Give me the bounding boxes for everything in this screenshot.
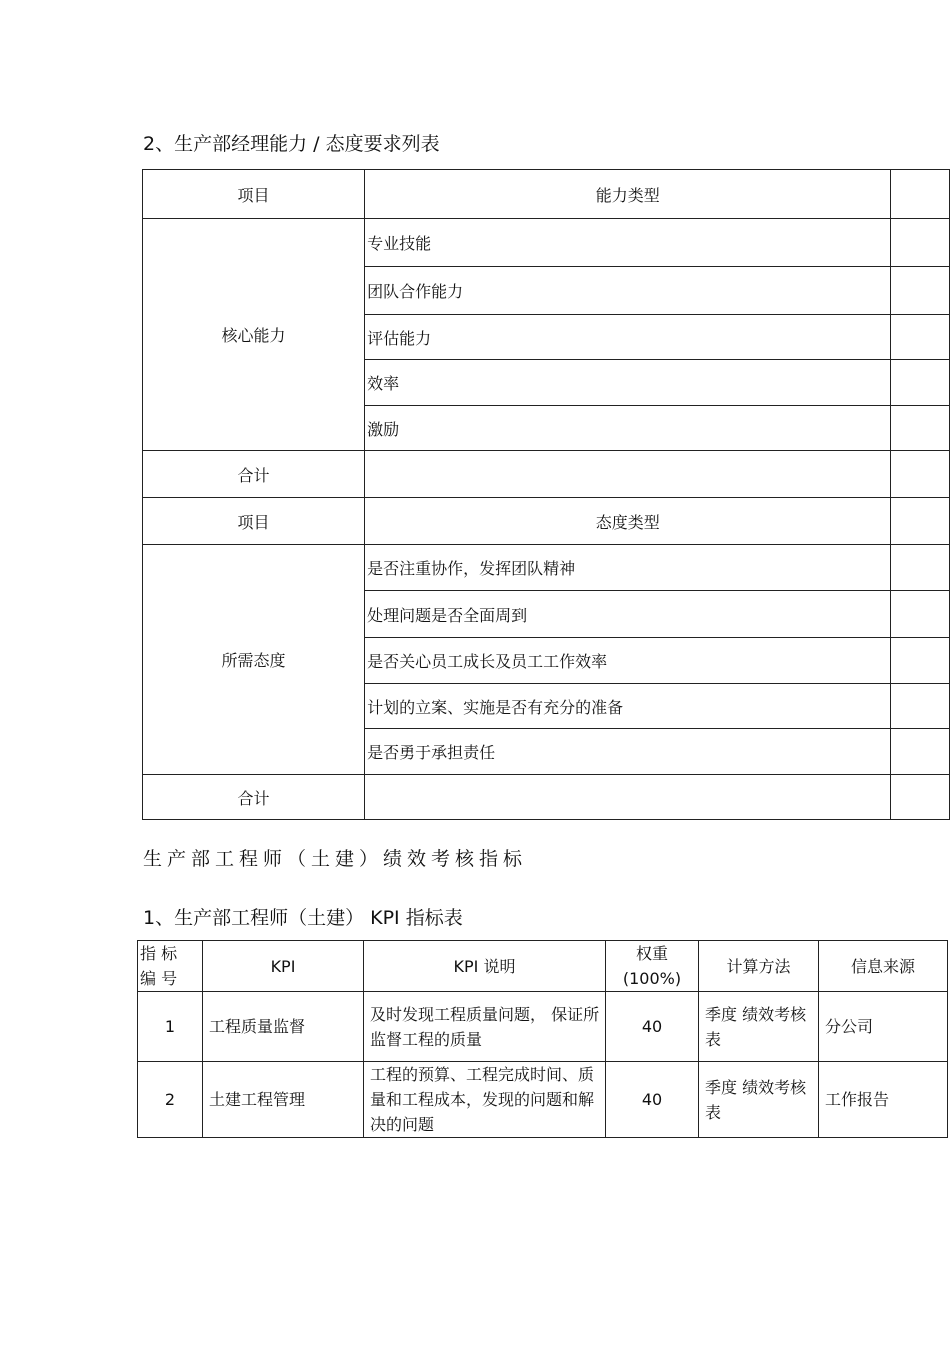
kpi-info-source: 分公司	[819, 992, 948, 1062]
table-cell	[891, 267, 950, 315]
table-cell	[891, 360, 950, 406]
table-cell	[891, 545, 950, 591]
table-cell	[891, 406, 950, 451]
total-label: 合计	[143, 451, 365, 498]
header-index-line2: 编 号	[140, 969, 178, 988]
kpi-desc: 及时发现工程质量问题， 保证所监督工程的质量	[364, 992, 606, 1062]
ability-attitude-table	[142, 169, 950, 820]
table-cell	[891, 451, 950, 498]
table-cell	[891, 775, 950, 820]
core-ability-label: 核心能力	[143, 219, 365, 451]
ability-item: 专业技能	[365, 219, 891, 267]
kpi-weight: 40	[606, 1062, 699, 1138]
table-cell	[365, 451, 891, 498]
header-info-source: 信息来源	[819, 941, 948, 992]
header-index	[138, 941, 203, 992]
section-title-engineer: 生产部工程师（土建）绩效考核指标	[143, 848, 528, 870]
ability-item: 激励	[365, 406, 891, 451]
header-index-line1: 指 标	[140, 944, 178, 963]
kpi-no: 1	[138, 992, 203, 1062]
header-item: 项目	[143, 170, 365, 219]
header-weight-line2: (100%)	[622, 969, 682, 988]
total-label: 合计	[143, 775, 365, 820]
header-attitude-type: 态度类型	[365, 498, 891, 545]
kpi-no: 2	[138, 1062, 203, 1138]
table-cell	[891, 729, 950, 775]
table-row	[138, 1062, 948, 1138]
attitude-item: 是否关心员工成长及员工工作效率	[365, 638, 891, 684]
table-cell	[891, 219, 950, 267]
section-title-kpi: 1、生产部工程师（土建） KPI 指标表	[143, 907, 463, 929]
attitude-item: 是否注重协作，发挥团队精神	[365, 545, 891, 591]
table-cell	[891, 315, 950, 360]
header-kpi: KPI	[203, 941, 364, 992]
header-weight-line1: 权重	[635, 944, 668, 963]
table-row	[138, 992, 948, 1062]
attitude-item: 处理问题是否全面周到	[365, 591, 891, 638]
kpi-calc-method: 季度 绩效考核表	[699, 1062, 819, 1138]
header-calc-method: 计算方法	[699, 941, 819, 992]
header-kpi-desc: KPI 说明	[364, 941, 606, 992]
table-cell	[891, 591, 950, 638]
kpi-name: 工程质量监督	[203, 992, 364, 1062]
attitude-item: 计划的立案、实施是否有充分的准备	[365, 684, 891, 729]
header-weight	[606, 941, 699, 992]
attitude-item: 是否勇于承担责任	[365, 729, 891, 775]
table-cell	[891, 170, 950, 219]
table-cell	[891, 498, 950, 545]
header-item: 项目	[143, 498, 365, 545]
kpi-weight: 40	[606, 992, 699, 1062]
section-title-ability: 2、生产部经理能力 / 态度要求列表	[143, 133, 440, 155]
table-cell	[365, 775, 891, 820]
kpi-info-source: 工作报告	[819, 1062, 948, 1138]
ability-item: 评估能力	[365, 315, 891, 360]
table-cell	[891, 684, 950, 729]
ability-item: 效率	[365, 360, 891, 406]
kpi-table	[137, 940, 948, 1138]
kpi-name: 土建工程管理	[203, 1062, 364, 1138]
kpi-desc: 工程的预算、工程完成时间、质量和工程成本，发现的问题和解决的问题	[364, 1062, 606, 1138]
attitude-label: 所需态度	[143, 545, 365, 775]
table-cell	[891, 638, 950, 684]
ability-item: 团队合作能力	[365, 267, 891, 315]
kpi-calc-method: 季度 绩效考核表	[699, 992, 819, 1062]
header-ability-type: 能力类型	[365, 170, 891, 219]
